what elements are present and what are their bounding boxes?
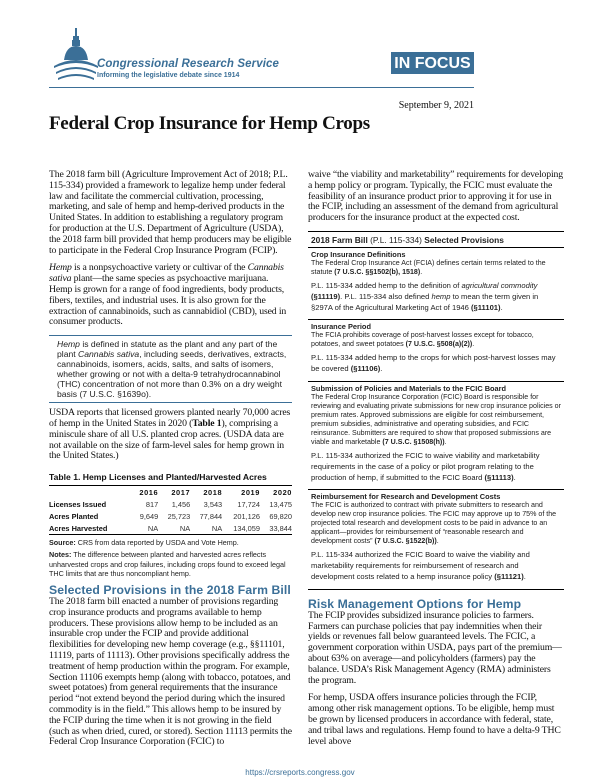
header-divider [49,87,474,88]
citation: (7 U.S.C. §1522(b)) [374,537,437,546]
term: Cannabis sativa [78,349,140,360]
provision-statute: The FCIA prohibits coverage of post-harvest losses except for tobacco, potatoes, and sweet potatoes (7 U.S.C. §508(a)(2)). [311,331,534,349]
section-heading-risk-management: Risk Management Options for Hemp [308,596,522,611]
column-header: 2016 [139,488,159,498]
text: P.L. 115-334 authorized the FCIC to waive viability and marketability requirements in the case of a policy or pilot program relating to the production of hemp, if submitted to the FCIC Board [311,450,540,482]
provision-statute: The Federal Crop Insurance Act (FCIA) defines certain terms related to the statute (7 U.S.C. §§1502(b), 1518). [311,258,546,276]
text: is a nonpsychoactive variety or cultivar of the [71,262,248,274]
text: The FCIC is authorized to contract with private submitters to research and develop new crop insurance policies. The FCIC may approve up to 75% of the projected total research and development costs to be paid in advance to an applicant—provides for reimbursement of “reasonable research and development costs” [311,501,557,546]
text: P.L. 115-334 added hemp to the definition of [311,280,462,290]
citation: (§11119) [311,291,341,301]
hemp-acres-table [49,485,292,535]
fcip-paragraph: The FCIP provides subsidized insurance policies to farmers. Farmers can purchase policies that pay indemnities when their yields or revenues fall below guaranteed levels. The FCIC, a government corporation within USDA, pays part of the premium—about 63% on average—and policyholders (farmers) pay the balance. USDA’s Risk Management Agency (RMA) administers the program. [308,609,562,686]
citation: (7 U.S.C. §§1502(b), 1518) [334,267,421,276]
table-reference-link[interactable]: Table 1 [192,417,222,429]
provision-section [308,490,564,588]
column-header: 2020 [273,488,292,498]
text: plant—the same species as psychoactive marijuana. Hemp is grown for a range of food ingredients, body products, fibers, textiles, and industrial uses. It is also grown for the extraction of cannabinoids, such as cannabidiol (CBD), used in consumer products. [49,273,287,328]
footer-url-link[interactable]: https://crsreports.congress.gov [245,768,355,777]
text: USDA reports that licensed growers planted nearly 70,000 acres of hemp in the United States in 2020 ( [49,407,291,429]
hemp-description-paragraph [49,263,292,328]
text: ), comprising a miniscule share of all U.S. planted crop acres. (USDA data are not available on the size of farm-level sales for hemp grown in the United States.) [49,417,285,462]
table-row [49,510,292,522]
org-tagline: Informing the legislative debate since 1914 [97,72,240,79]
provisions-paragraph: The 2018 farm bill enacted a number of provisions regarding crop insurance products and programs available to hemp producers. These provisions allow hemp to be included as an insurable crop under the FCIP and provide additional flexibilities for developing new hemp coverage (e.g., §§11101, 11119, parts of 11113). Other provisions specifically address the treatment of hemp production within the program. For example, Section 11106 exempts hemp (along with tobacco, potatoes, and sweet potatoes) from general requirements that the insurance period “not extend beyond the period during which the insured commodity is in the field.” This allows hemp to be insured by the FCIP during the time when it is not growing in the field (such as when dried, cured, or stored). Section 11113 permits the Federal Crop Insurance Corporation (FCIC) to [49,595,292,748]
provision-title: Reimbursement for Research and Development Costs [311,492,501,502]
term: Cannabis sativa [49,262,284,285]
provision-section [308,382,564,490]
label: Source: [49,538,76,548]
provision-title: Submission of Policies and Materials to the FCIC Board [311,383,507,393]
provision-title: Crop Insurance Definitions [311,249,406,259]
citation: (7 U.S.C. §508(a)(2)) [405,340,473,349]
publication-date: September 9, 2021 [398,100,474,111]
text: The Federal Crop Insurance Corporation (FCIC) Board is responsible for reviewing and evaluating private submissions for new crop insurance policies or premium rates. Approved submissions are eligible for cost reimbursement, premium subsidies, administrative and operating subsidies, and FCIC reinsurance. Submitters are required to show that proposed submissions are viable and marketable [311,392,561,446]
org-name: Congressional Research Service [97,58,279,70]
right-column [308,170,564,754]
provision-statute: The Federal Crop Insurance Corporation (FCIC) Board is responsible for reviewing and evaluating private submissions for new crop insurance policies or premium rates. Approved submissions are eligible for cost reimbursement, premium subsidies, administrative and operating subsidies, and FCIC reinsurance. Submitters are required to show that proposed submissions are viable and marketable (7 U.S.C. §1508(h)). [311,392,561,446]
table-cell: 17,724 [237,499,260,509]
text: P.L. 115-334 authorized the FCIC Board to waive the viability and marketability requirements for reimbursement of research and development costs related to a hemp insurance policy [311,550,530,581]
provision-change: P.L. 115-334 authorized the FCIC Board to waive the viability and marketability requirements for reimbursement of research and development costs related to a hemp insurance policy (§11121). [311,550,530,581]
table-cell: 33,844 [269,523,292,533]
provision-title: Insurance Period [311,322,371,332]
column-header: 2018 [203,488,223,498]
citation: (7 U.S.C. §1508(h)) [382,437,445,446]
text: CRS from data reported by USDA and Vote Hemp. [75,538,239,548]
term: agricultural commodity [461,280,538,290]
continued-paragraph: waive “the viability and marketability” requirements for developing a hemp policy or program. Typically, the FCIC must evaluate the feasibility of an insurance product prior to approving it for use in the FCIP, including an assessment of the demand from agricultural producers for the insurance product at the expected cost. [308,169,564,224]
citation: (§11121) [494,571,524,581]
table-cell: NA [211,523,223,533]
row-label: Licenses Issued [49,499,107,509]
text: 2018 Farm Bill [311,234,368,245]
term: Hemp [57,339,80,350]
provision-change: P.L. 115-334 authorized the FCIC to waive viability and marketability requirements in the case of a policy or pilot program relating to the production of hemp, if submitted to the FCIC Board (§11113). [311,450,540,482]
provision-change: P.L. 115-334 added hemp to the crops for which post-harvest losses may be covered (§11106). [311,353,556,374]
table-row [49,522,292,535]
text: , including seeds, derivatives, extracts, cannabinoids, isomers, acids, salts, and salts of isomers, whether growing or not with a delta-9 tetrahydrocannabinol (THC) concentration of not more than 0.3% on a dry weight basis (7 U.S.C. §1639o). [57,349,287,400]
text: (P.L. 115-334) [367,234,425,245]
column-header [49,486,132,499]
table-cell: 77,844 [199,511,223,521]
table-cell: 69,820 [269,511,292,521]
row-label: Acres Harvested [49,523,108,533]
intro-paragraph: The 2018 farm bill (Agriculture Improvement Act of 2018; P.L. 115-334) provided a framework to legalize hemp under federal law and facilitate the commercial cultivation, processing, marketing, and sale of hemp and hemp-derived products in the United States. In addition to establishing a regulatory program for production at the U.S. Department of Agriculture (USDA), the 2018 farm bill provided that hemp producers may be eligible to participate in the Federal Crop Insurance Program (FCIP). [49,169,292,256]
hemp-options-paragraph: For hemp, USDA offers insurance policies through the FCIP, among other risk management options. To be eligible, hemp must be grown by licensed producers in accordance with federal, state, and tribal laws and regulations. Hemp found to have a delta-9 THC level above [308,692,561,747]
table-cell: 201,126 [233,511,260,521]
text: is defined in statute as the plant and any part of the plant [57,339,278,360]
table-cell: 3,543 [203,499,223,509]
provision-change: P.L. 115-334 added hemp to the definition of agricultural commodity (§11119). P.L. 115-334 also defined hemp to mean the term given in §297A of the Agricultural Marketing Act of 1946 (§11101). [311,280,539,312]
table-cell: 9,649 [139,511,159,521]
text: to mean the term given in §297A of the Agricultural Marketing Act of 1946 [311,291,539,312]
usda-report-paragraph [49,408,292,462]
table-title: Table 1. Hemp Licenses and Planted/Harvested Acres [49,472,267,483]
provisions-box [308,231,564,590]
term: hemp [431,291,451,301]
citation: (§11106) [350,364,381,374]
table-cell: NA [147,523,159,533]
column-header: 2017 [171,488,191,498]
left-column [49,170,292,755]
text: . P.L. 115-334 also defined [340,291,432,301]
section-heading-provisions: Selected Provisions in the 2018 Farm Bill [49,582,291,597]
provision-section [308,320,564,382]
provision-section [308,248,564,320]
term: Hemp [49,262,72,274]
capitol-dome-logo [52,26,102,84]
text: The difference between planted and harvested acres reflects unharvested crops and crop failures, including crops found to exceed legal THC limits that are thus noncompliant hemp. [49,550,286,578]
table-cell: 13,475 [269,499,292,509]
table-source [49,538,292,547]
text: Selected Provisions [424,234,504,245]
table-cell: 25,723 [167,511,191,521]
page-title: Federal Crop Insurance for Hemp Crops [49,113,370,134]
row-label: Acres Planted [49,511,99,521]
provisions-box-title [308,232,564,248]
table-row [49,498,292,510]
hemp-definition-box [49,335,292,403]
citation: (§11113) [484,472,514,482]
provision-statute: The FCIC is authorized to contract with private submitters to research and develop new crop insurance policies. The FCIC may approve up to 75% of the projected total research and development costs to be paid in advance to an applicant—provides for reimbursement of “reasonable research and development costs” (7 U.S.C. §1522(b)). [311,501,557,546]
text: The Federal Crop Insurance Act (FCIA) defines certain terms related to the statute [311,258,546,276]
in-focus-badge: IN FOCUS [391,52,474,74]
table-cell: 1,456 [171,499,191,509]
text: P.L. 115-334 added hemp to the crops for which post-harvest losses may be covered [311,353,556,374]
table-cell: NA [179,523,191,533]
citation: (§11101) [471,302,501,312]
table-cell: 134,059 [233,523,260,533]
text: The FCIA prohibits coverage of post-harvest losses except for tobacco, potatoes, and sweet potatoes [311,331,534,349]
table-notes [49,550,292,578]
label: Notes: [49,550,72,560]
table-header-row [49,486,292,499]
table-cell: 817 [145,499,159,509]
column-header: 2019 [241,488,260,498]
